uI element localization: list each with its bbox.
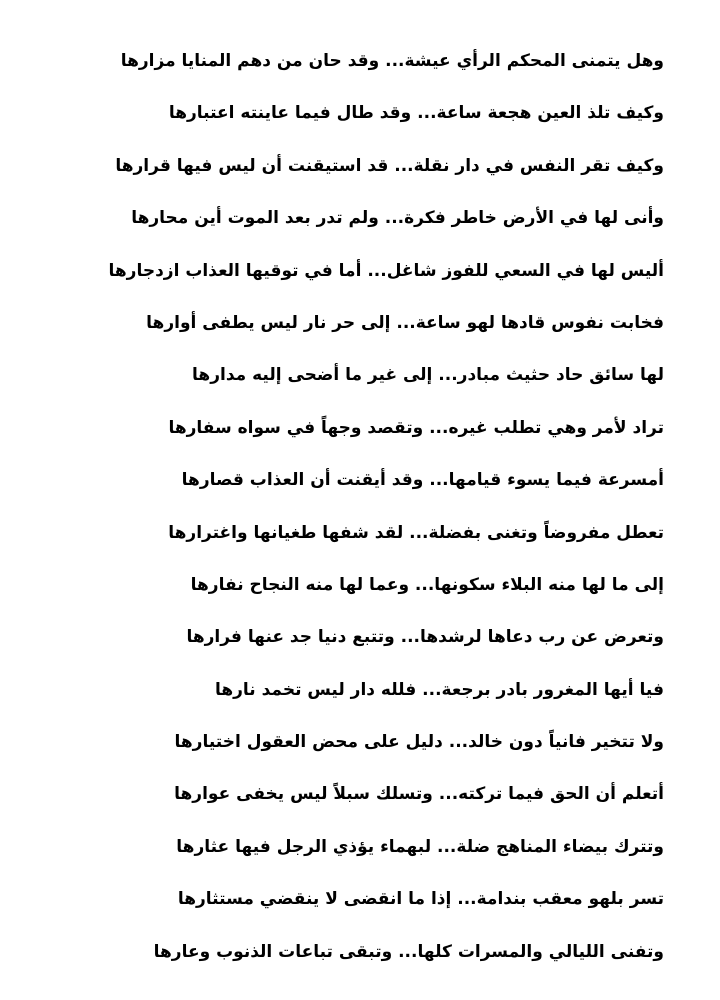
poem-verse: وهل يتمنى المحكم الرأي عيشة... وقد حان من دهم المنايا مزارها [120, 51, 664, 71]
poem-verse: ولا تتخير فانياً دون خالد... دليل على محض العقول اختيارها [174, 732, 664, 753]
poem-verse: أمسرعة فيما يسوء قيامها... وقد أيقنت أن العذاب قصارها [181, 470, 664, 491]
poem-verse: وتترك بيضاء المناهج ضلة... لبهماء يؤذي الرجل فيها عثارها [176, 836, 664, 857]
poem-verse: وكيف تقر النفس في دار نقلة... قد استيقنت أن ليس فيها قرارها [115, 155, 664, 176]
poem-verse: فيا أيها المغرور بادر برجعة... فلله دار ليس تخمد نارها [214, 679, 664, 700]
poem-body [104, 46, 664, 989]
poem-verse: وأنى لها في الأرض خاطر فكرة... ولم تدر بعد الموت أين محارها [131, 208, 664, 229]
poem-verse: إلى ما لها منه البلاء سكونها... وعما لها منه النجاح نفارها [190, 574, 664, 595]
poem-verse: تراد لأمر وهي تطلب غيره... وتقصد وجهاً في سواه سفارها [168, 417, 664, 438]
poem-verse: لها سائق حاد حثيث مبادر... إلى غير ما أضحى إليه مدارها [192, 365, 664, 386]
poem-verse: وتعرض عن رب دعاها لرشدها... وتتبع دنيا جد عنها فرارها [186, 627, 664, 648]
poem-verse: فخابت نفوس قادها لهو ساعة... إلى حر نار ليس يطفى أوارها [146, 312, 664, 333]
poem-verse: وكيف تلذ العين هجعة ساعة... وقد طال فيما عاينته اعتبارها [168, 103, 664, 124]
poem-verse: وتفنى الليالي والمسرات كلها... وتبقى تباعات الذنوب وعارها [153, 941, 664, 962]
poem-verse: تسر بلهو معقب بندامة... إذا ما انقضى لا ينقضي مستثارها [177, 889, 664, 910]
poem-verse: أليس لها في السعي للفوز شاغل... أما في توقيها العذاب ازدجارها [108, 260, 664, 281]
poem-verse: تعطل مفروضاً وتغنى بفضلة... لقد شفها طغيانها واغترارها [168, 522, 664, 543]
poem-verse: أتعلم أن الحق فيما تركته... وتسلك سبلاً ليس يخفى عوارها [174, 784, 664, 805]
